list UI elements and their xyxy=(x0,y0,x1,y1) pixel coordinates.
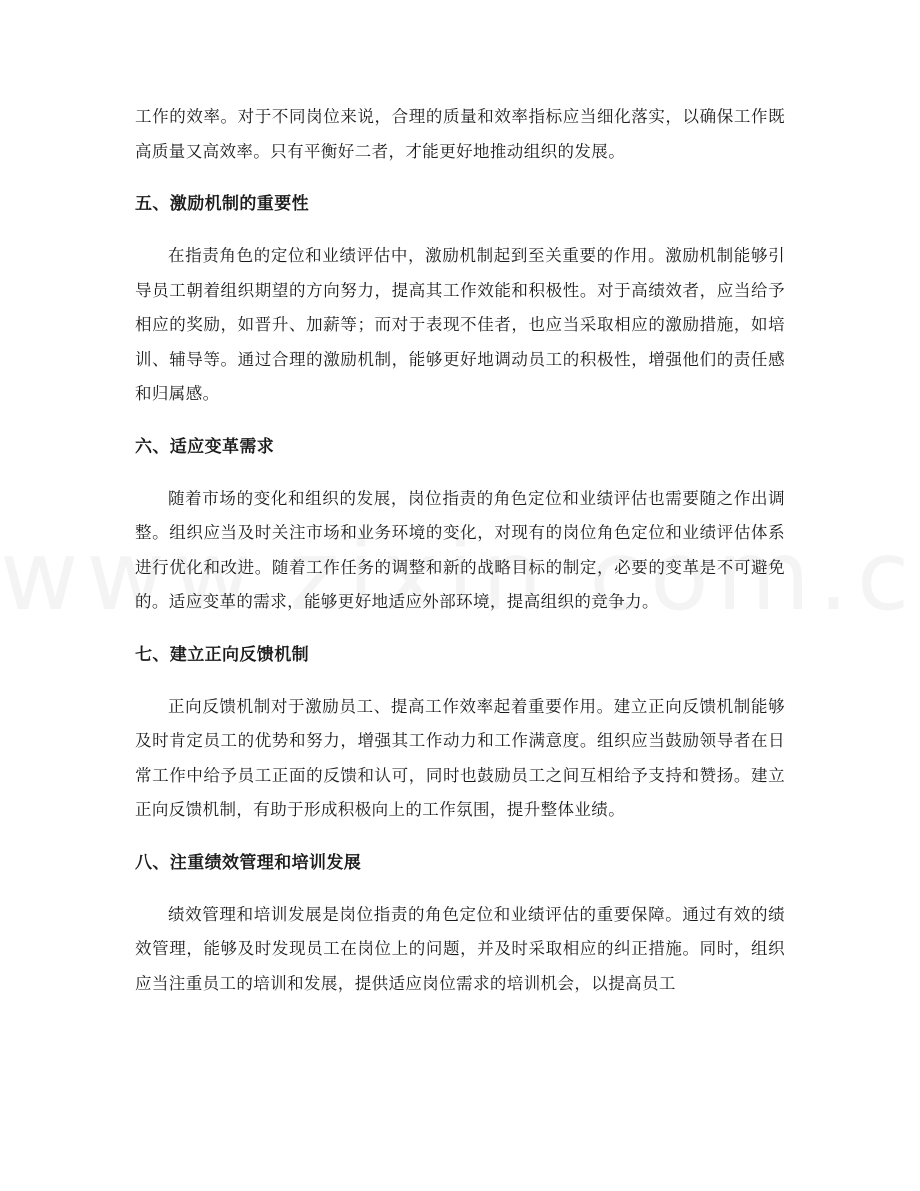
paragraph-section-8: 绩效管理和培训发展是岗位指责的角色定位和业绩评估的重要保障。通过有效的绩效管理，能够及时发现员工在岗位上的问题，并及时采取相应的纠正措施。同时，组织应当注重员工的培训和发展，提供适应岗位需求的培训机会，以提高员工 xyxy=(135,904,785,993)
section-heading-6: 六、适应变革需求 xyxy=(135,436,275,457)
section-heading-7: 七、建立正向反馈机制 xyxy=(135,644,309,665)
paragraph-continuation: 工作的效率。对于不同岗位来说，合理的质量和效率指标应当细化落实，以确保工作既高质量又高效率。只有平衡好二者，才能更好地推动组织的发展。 xyxy=(135,107,785,161)
section-heading-8: 八、注重绩效管理和培训发展 xyxy=(135,852,362,873)
section-heading-5: 五、激励机制的重要性 xyxy=(135,194,309,214)
paragraph-section-5: 在指责角色的定位和业绩评估中，激励机制起到至关重要的作用。激励机制能够引导员工朝着组织期望的方向努力，提高其工作效能和积极性。对于高绩效者，应当给予相应的奖励，如晋升、加薪等；而对于表现不佳者，也应当采取相应的激励措施，如培训、辅导等。通过合理的激励机制，能够更好地调动员工的积极性，增强他们的责任感和归属感。 xyxy=(135,246,785,403)
paragraph-section-7: 正向反馈机制对于激励员工、提高工作效率起着重要作用。建立正向反馈机制能够及时肯定员工的优势和努力，增强其工作动力和工作满意度。组织应当鼓励领导者在日常工作中给予员工正面的反馈和认可，同时也鼓励员工之间互相给予支持和赞扬。建立正向反馈机制，有助于形成积极向上的工作氛围，提升整体业绩。 xyxy=(135,696,785,819)
paragraph-section-6: 随着市场的变化和组织的发展，岗位指责的角色定位和业绩评估也需要随之作出调整。组织应当及时关注市场和业务环境的变化，对现有的岗位角色定位和业绩评估体系进行优化和改进。随着工作任务的调整和新的战略目标的制定，必要的变革是不可避免的。适应变革的需求，能够更好地适应外部环境，提高组织的竞争力。 xyxy=(135,488,785,611)
document-page xyxy=(135,100,785,1001)
